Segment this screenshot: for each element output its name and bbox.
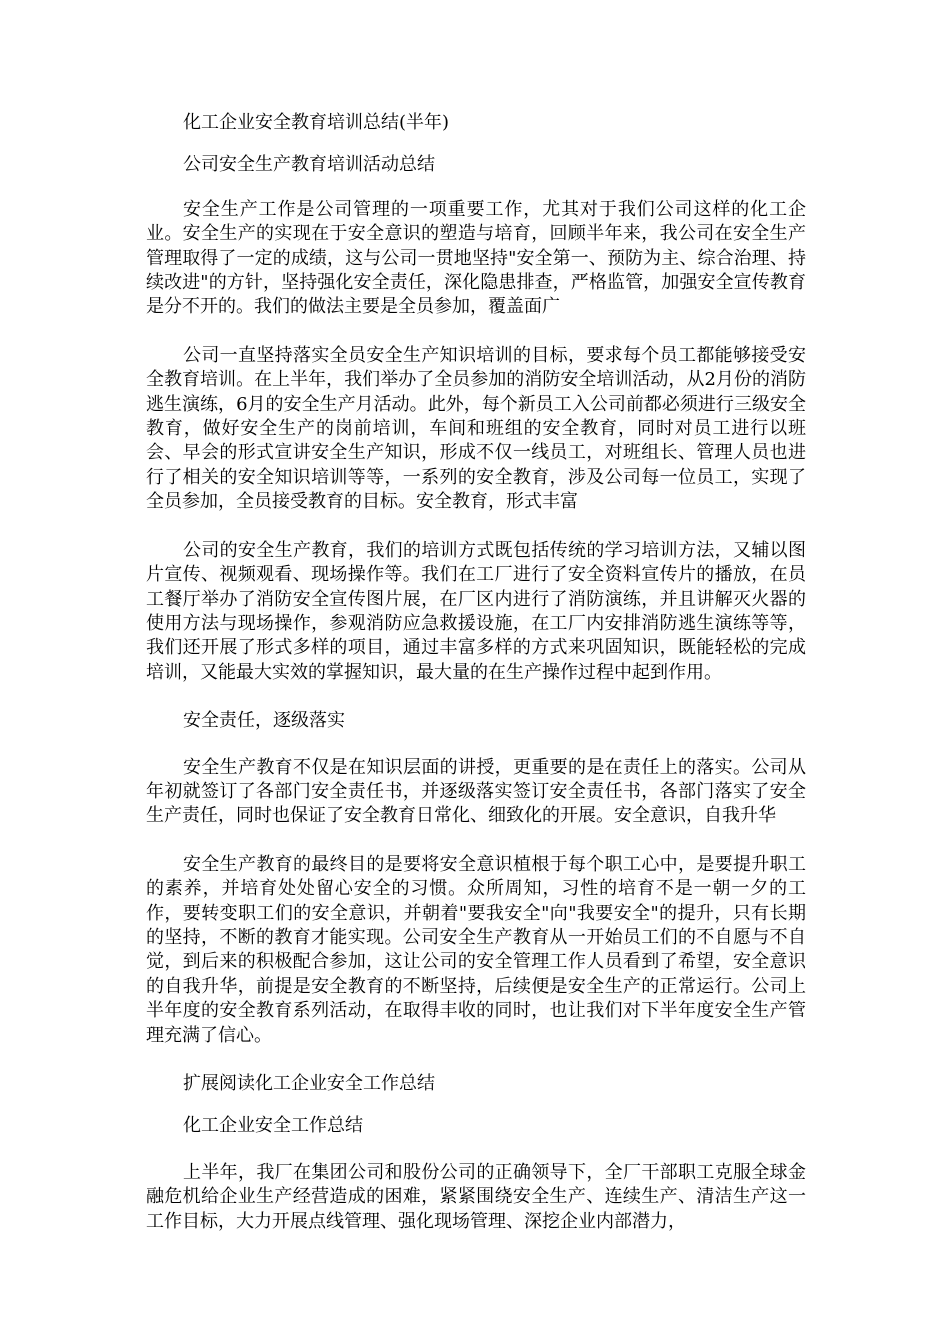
section-heading: 扩展阅读化工企业安全工作总结	[183, 1073, 435, 1094]
document-title: 化工企业安全教育培训总结(半年)	[183, 112, 450, 133]
section-heading: 化工企业安全工作总结	[183, 1115, 363, 1137]
document-body	[146, 111, 806, 1258]
paragraph: 安全生产教育的最终目的是要将安全意识植根于每个职工心中，是要提升职工的素养，并培育处处留心安全的习惯。众所周知，习性的培育不是一朝一夕的工作，要转变职工们的安全意识，并朝着"要我安全"向"我要安全"的提升，只有长期的坚持，不断的教育才能实现。公司安全生产教育从一开始员工们的不自愿与不自觉，到后来的积极配合参加，这让公司的安全管理工作人员看到了希望，安全意识的自我升华，前提是安全教育的不断坚持，后续便是安全生产的正常运行。公司上半年度的安全教育系列活动，在取得丰收的同时，也让我们对下半年度安全生产管理充满了信心。	[146, 853, 806, 1046]
paragraph: 公司的安全生产教育，我们的培训方式既包括传统的学习培训方法，又辅以图片宣传、视频观看、现场操作等。我们在工厂进行了安全资料宣传片的播放，在员工餐厅举办了消防安全宣传图片展，在厂区内进行了消防演练，并且讲解灭火器的使用方法与现场操作，参观消防应急救援设施，在工厂内安排消防逃生演练等等，我们还开展了形式多样的项目，通过丰富多样的方式来巩固知识，既能轻松的完成培训，又能最大实效的掌握知识，最大量的在生产操作过程中起到作用。	[146, 539, 806, 683]
section-heading: 安全责任，逐级落实	[183, 710, 345, 732]
paragraph: 安全生产教育不仅是在知识层面的讲授，更重要的是在责任上的落实。公司从年初就签订了各部门安全责任书，并逐级落实签订安全责任书，各部门落实了安全生产责任，同时也保证了安全教育日常化、细致化的开展。安全意识，自我升华	[146, 756, 806, 827]
paragraph: 公司一直坚持落实全员安全生产知识培训的目标，要求每个员工都能够接受安全教育培训。在上半年，我们举办了全员参加的消防安全培训活动，从2月份的消防逃生演练，6月的安全生产月活动。此外，每个新员工入公司前都必须进行三级安全教育，做好安全生产的岗前培训，车间和班组的安全教育，同时对员工进行以班会、早会的形式宣讲安全生产知识，形成不仅一线员工，对班组长、管理人员也进行了相关的安全知识培训等等，一系列的安全教育，涉及公司每一位员工，实现了全员参加，全员接受教育的目标。安全教育，形式丰富	[146, 344, 806, 513]
paragraph: 上半年，我厂在集团公司和股份公司的正确领导下，全厂干部职工克服全球金融危机给企业生产经营造成的困难，紧紧围绕安全生产、连续生产、清洁生产这一工作目标，大力开展点线管理、强化现场管理、深挖企业内部潜力，	[146, 1161, 806, 1232]
paragraph: 安全生产工作是公司管理的一项重要工作，尤其对于我们公司这样的化工企业。安全生产的实现在于安全意识的塑造与培育，回顾半年来，我公司在安全生产管理取得了一定的成绩，这与公司一贯地坚持"安全第一、预防为主、综合治理、持续改进"的方针，坚持强化安全责任，深化隐患排查，严格监管，加强安全宣传教育是分不开的。我们的做法主要是全员参加，覆盖面广	[146, 198, 806, 318]
document-subtitle: 公司安全生产教育培训活动总结	[183, 154, 435, 176]
